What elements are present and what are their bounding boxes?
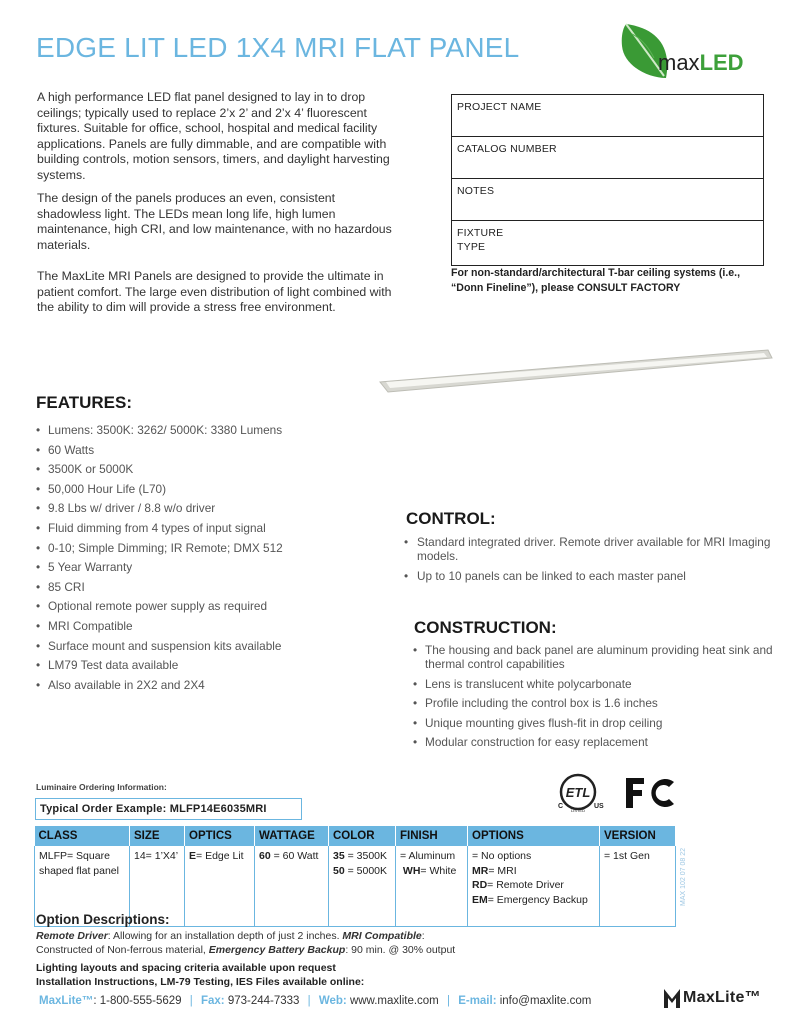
list-item: • Also available in 2X2 and 2X4 xyxy=(36,677,283,697)
certification-logos xyxy=(556,768,681,818)
footer-brand: MaxLite™ xyxy=(39,995,94,1007)
installation-note: Installation Instructions, LM-79 Testing, IES Files available online: xyxy=(36,976,365,988)
etl-mark-text: ETL xyxy=(565,785,591,800)
column-header: SIZE xyxy=(130,826,185,846)
page-title: EDGE LIT LED 1X4 MRI FLAT PANEL xyxy=(36,32,520,63)
wattage-cell: 60 = 60 Watt xyxy=(255,846,329,926)
footer-email-link[interactable]: info@maxlite.com xyxy=(496,995,592,1007)
list-item: • The housing and back panel are aluminum providing heat sink and thermal control capabilities xyxy=(413,643,783,671)
list-item: • 60 Watts xyxy=(36,442,283,462)
fcc-mark-text: FC xyxy=(556,768,558,769)
list-item: • 0-10; Simple Dimming; IR Remote; DMX 512 xyxy=(36,540,283,560)
option-descriptions-text: Remote Driver: Allowing for an installation depth of just 2 inches. MRI Compatible: Constructed of Non-ferrous material, Emergency Battery Backup: 90 min. @ 30% output xyxy=(36,930,456,956)
column-header: OPTIONS xyxy=(468,826,600,846)
construction-list xyxy=(413,643,783,755)
etl-listed-icon xyxy=(558,775,604,813)
footer-fax: 973-244-7333 xyxy=(224,995,300,1007)
column-header: COLOR xyxy=(329,826,396,846)
project-name-field[interactable]: PROJECT NAME xyxy=(452,95,763,137)
list-item: • Optional remote power supply as required xyxy=(36,598,283,618)
list-item: • Lens is translucent white polycarbonate xyxy=(413,677,783,691)
color-cell: 35 = 3500K 50 = 5000K xyxy=(329,846,396,926)
maxled-logo xyxy=(618,20,766,84)
column-header: FINISH xyxy=(396,826,468,846)
column-header: CLASS xyxy=(35,826,130,846)
list-item: • 50,000 Hour Life (L70) xyxy=(36,481,283,501)
optics-cell: E= Edge Lit xyxy=(185,846,255,926)
maxlite-logo-text: MaxLite™ xyxy=(683,989,761,1006)
list-item: • 3500K or 5000K xyxy=(36,461,283,481)
options-cell: = No options MR= MRI RD= Remote Driver EM= Emergency Backup xyxy=(468,846,600,926)
size-cell: 14= 1’X4’ xyxy=(130,846,185,926)
list-item: • Fluid dimming from 4 types of input signal xyxy=(36,520,283,540)
control-list xyxy=(404,535,784,589)
fixture-type-field[interactable]: FIXTURE TYPE xyxy=(457,227,504,253)
footer-phone: : 1-800-555-5629 xyxy=(93,995,182,1007)
table-header-row xyxy=(35,826,676,846)
features-list xyxy=(36,422,283,696)
notes-field[interactable]: NOTES xyxy=(452,179,763,221)
list-item: • Unique mounting gives flush-fit in drop ceiling xyxy=(413,716,783,730)
list-item: • LM79 Test data available xyxy=(36,657,283,677)
intro-text xyxy=(37,90,397,324)
ordering-heading: Luminaire Ordering Information: xyxy=(36,782,167,792)
logo-max-text: max xyxy=(658,50,700,75)
email-label: E-mail: xyxy=(458,995,497,1007)
list-item: • 85 CRI xyxy=(36,579,283,599)
intro-paragraph: The design of the panels produces an even, consistent shadowless light. The LEDs mean long life, high lumen maintenance, high CRI, and low maintenance, with no hazardous materials. xyxy=(37,191,392,252)
consult-factory-note: For non-standard/architectural T-bar ceiling systems (i.e., “Donn Fineline”), please CONSULT FACTORY xyxy=(451,267,741,294)
list-item: • MRI Compatible xyxy=(36,618,283,638)
maxlite-logo xyxy=(663,987,763,1011)
footer-contact: MaxLite™: 1-800-555-5629 | Fax: 973-244-7333 | Web: www.maxlite.com | E-mail: info@maxlite.com xyxy=(39,995,592,1007)
logo-led-text: LED xyxy=(699,50,744,75)
order-example: Typical Order Example: MLFP14E6035MRI xyxy=(35,798,302,820)
list-item: • Surface mount and suspension kits available xyxy=(36,638,283,658)
document-code: MAX 102 07 08 22 xyxy=(680,848,687,906)
list-item: • Modular construction for easy replacement xyxy=(413,735,783,749)
column-header: VERSION xyxy=(600,826,676,846)
fax-label: Fax: xyxy=(200,995,225,1007)
intro-paragraph: A high performance LED flat panel designed to lay in to drop ceilings; typically used to replace 2’x 2’ and 2’x 4’ fluorescent fixtures. Suitable for office, school, hospital and medical facility applications. Panels are fully dimmable, and are compatible with building controls, motion sensors, timers, and daylight harvesting systems. xyxy=(37,90,390,182)
list-item: • Up to 10 panels can be linked to each master panel xyxy=(404,569,784,583)
option-descriptions-heading: Option Descriptions: xyxy=(36,912,170,927)
column-header: OPTICS xyxy=(185,826,255,846)
etl-us-text: US xyxy=(594,803,604,810)
list-item: • 5 Year Warranty xyxy=(36,559,283,579)
list-item: • 9.8 Lbs w/ driver / 8.8 w/o driver xyxy=(36,500,283,520)
class-cell: MLFP= Square shaped flat panel xyxy=(35,846,130,926)
list-item: • Lumens: 3500K: 3262/ 5000K: 3380 Lumens xyxy=(36,422,283,442)
footer-web-link[interactable]: www.maxlite.com xyxy=(346,995,439,1007)
intro-paragraph: The MaxLite MRI Panels are designed to provide the ultimate in patient comfort. The large even distribution of light combined with the ability to dim will provide a stress free environment. xyxy=(37,269,392,314)
construction-heading: CONSTRUCTION: xyxy=(414,618,557,637)
version-cell: = 1st Gen xyxy=(600,846,676,926)
flat-panel-image xyxy=(378,346,773,396)
list-item: • Standard integrated driver. Remote driver available for MRI Imaging models. xyxy=(404,535,784,563)
column-header: WATTAGE xyxy=(255,826,329,846)
project-info-box xyxy=(451,94,764,266)
maxlite-m-icon xyxy=(663,987,681,1009)
control-heading: CONTROL: xyxy=(406,509,496,528)
lighting-layouts-note: Lighting layouts and spacing criteria available upon request xyxy=(36,962,336,974)
etl-c-text: C xyxy=(558,803,564,810)
catalog-number-field[interactable]: CATALOG NUMBER xyxy=(452,137,763,179)
list-item: • Profile including the control box is 1.6 inches xyxy=(413,696,783,710)
web-label: Web: xyxy=(318,995,347,1007)
finish-cell: = Aluminum WH= White xyxy=(396,846,468,926)
features-heading: FEATURES: xyxy=(36,393,133,412)
etl-listed-text: LISTED xyxy=(570,808,586,813)
